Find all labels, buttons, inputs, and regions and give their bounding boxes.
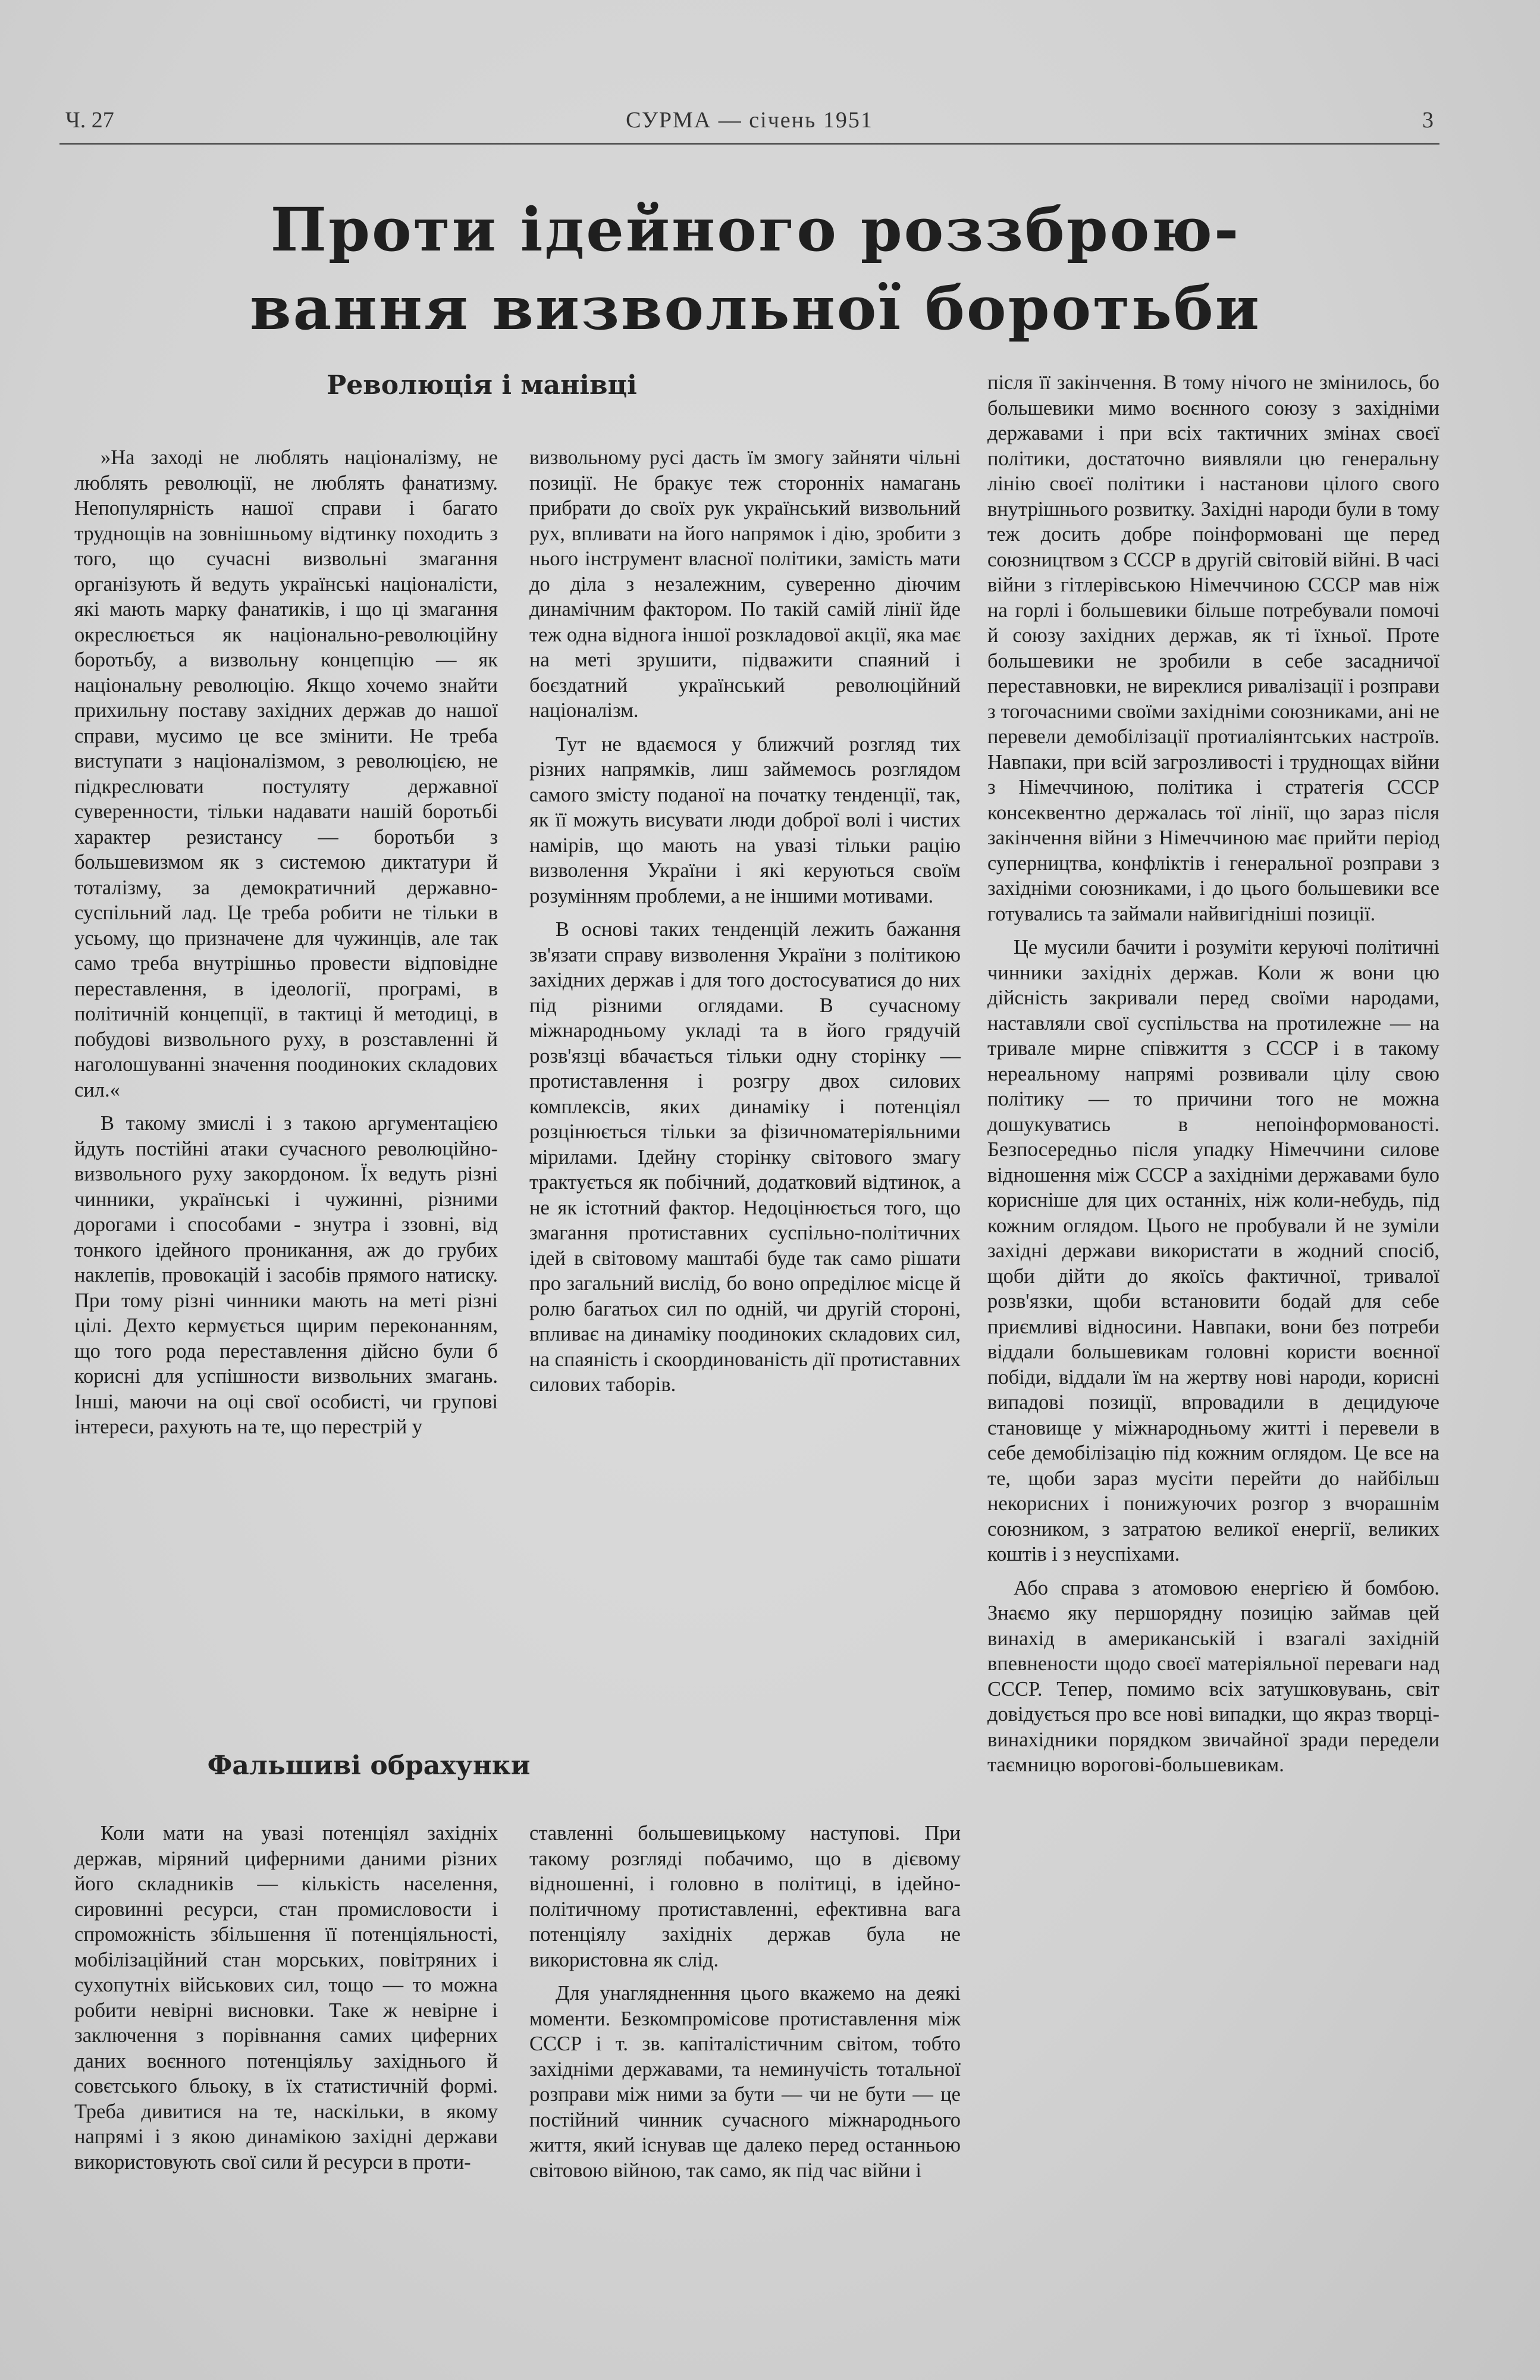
masthead-date: СУРМА — січень 1951	[626, 108, 873, 133]
page-header	[65, 107, 1434, 143]
article-headline	[83, 190, 1428, 347]
paragraph: Коли мати на увазі потенціял західніх держав, міряний циферними даними різних його складників — кількість населення, сировинні ресурси, стан промисловости і спроможність збільшення її потенціяльності, мобілізаційний стан морських, повітряних і сухопутніх військових сил, тощо — то можна робити невірні висновки. Таке ж невірне і заключення з порівнання самих циферних даних воєнного потенціяльу західнього й совєтського бльоку, в їх статистичній формі. Треба дивитися на те, наскільки, в якому напрямі і з якою динамікою західні держави використовують свої сили й ресурси в проти-	[74, 1822, 498, 2174]
header-rule	[59, 143, 1439, 145]
paragraph: після її закінчення. В тому нічого не змінилось, бо большевики мимо воєнного союзу з західніми державами і при всіх тактичних змінах своєї політики, достаточно виявляли цю генеральну лінію своєї політики і настанови цілого свого внутрішнього розвитку. Західні народи були в тому теж досить добре поінформовані ще перед союзництвом з СССР в другій світовій війні. В часі війни з гітлерівською Німеччиною СССР мав ніж на горлі і большевики більше потребували помочі й союзу західних держав, як ті їхньої. Проте большевики не зробили в себе засадничої переставновки, не вирeклися ривалізації і розправи з тогочасними своїми західніми союзниками, ані не перевели демобілізації протиаліянтських настроїв. Навпаки, при всій загрозливості і труднощах війни з Німеччиною, політика і стратегія СССР консеквентно держалась тої лінії, що зараз після закінчення війни з Німеччиною має прийти період суперництва, конфліктів і генеральної розправи з західніми союзниками, і до цього большевики все готувались та займали найвигідніші позиції.	[987, 371, 1439, 925]
paragraph: ставленні большевицькому наступові. При такому розгляді побачимо, що в дієвому відношенні, і головно в політиці, в ідейно-політичному протиставленні, ефективна вага потенціялу західніх держав була не використовна як слід.	[529, 1822, 961, 1971]
issue-number: Ч. 27	[65, 108, 114, 133]
paragraph: Для унаглядненння цього вкажемо на деякі моменти. Безкомпромісове протиставлення між СССР і т. зв. капіталістичним світом, тобто західніми державами, та неминучість тотальної розправи між ними за бути — чи не бути — це постійний чинник сучасного міжнароднього життя, який існував ще далеко перед останньою світовою війною, так само, як під час війни і	[529, 1982, 961, 2182]
paragraph: визвольному русі дасть їм змогу зайняти чільні позиції. Не бракує теж сторонніх намагань прибрати до своїх рук український визвольний рух, впливати на його напрямок і дію, зробити з нього інструмент власної політики, замість мати до діла з незалежним, суверенно діючим динамічним фактором. По такій самій лінії йде теж одна віднога іншої розкладової акції, яка має на меті зрушити, підважити спаяний і боєздатний український революційний націоналізм.	[529, 446, 961, 722]
column-1	[74, 445, 498, 1440]
section-title-miscalculations: Фальшиві обрахунки	[207, 1750, 531, 1781]
column-5	[529, 1821, 961, 2183]
section-title-revolution: Революція і манівці	[327, 370, 637, 400]
headline-line-1: Проти ідейного роззброю-	[270, 195, 1241, 265]
paragraph: В такому змислі і з такою аргументацією йдуть постійні атаки сучасного революційно-визвольного руху закордоном. Їх ведуть різні чинники, українські і чужинні, різними дорогами і способами - знутра і ззовні, від тонкого ідейного проникання, аж до грубих наклепів, провокацій і засобів прямого натиску. При тому різні чинники мають на меті різні цілі. Дехто кермується щирим переконанням, що того рода переставлення дійсно були б корисні для успішности визвольних змагань. Інші, маючи на оці свої особисті, чи групові інтереси, рахують на те, що перестрій у	[74, 1112, 498, 1438]
column-2	[529, 445, 961, 1398]
paragraph: »На заході не люблять націоналізму, не люблять революції, не люблять фанатизму. Непопулярність нашої справи і багато труднощів на зовнішньому відтинку походить з того, що сучасні визвольні змагання організують й ведуть українські націоналісти, які мають марку фанатиків, і що ці змагання окреслюється як національно-революційну боротьбу, а визвольну концепцію — як національну революцію. Якщо хочемо знайти прихильну поставу західних держав до нашої справи, мусимо це все змінити. Не треба виступати з націоналізмом, з революцією, не підкреслювати постуляту державної суверенности, тільки надавати нашій боротьбі характер резистансу — боротьби з большевизмом як з системою диктатури й тоталізму, за демократичний державно-суспільний лад. Це треба робити не тільки в усьому, що призначене для чужинців, але так само треба внутрішньо провести відповідне переставлення, в ідеології, програмі, в політичній концепції, в тактиці й методиці, в побудові визвольного руху, в розставленні й наголошуванні значення поодиноких складових сил.«	[74, 446, 498, 1101]
paragraph: Або справа з атомовою енергією й бомбою. Знаємо яку першорядну позицію займав цей винахід в американській і взагалі західній впевнености щодо своєї матеріяльної переваги над СССР. Тепер, помимо всіх затушковувань, світ довідується про все нові випадки, що якраз творці-винахідники порядком звичайної зради передели таємницю ворогові-большевикам.	[987, 1576, 1439, 1776]
page-number: 3	[1422, 108, 1434, 133]
paragraph: Це мусили бачити і розуміти керуючі політичні чинники західніх держав. Коли ж вони цю дійсність закривали перед своїми народами, наставляли свої суспільства на протилежне — на тривале мирне співжиття з СССР і в такому нереальному напрямі розвивали цілу свою політику — то причини того не можна дошукуватись в непоінформованості. Безпосередньо після упадку Німеччини силове відношення між СССР а західніми державами було корисніше для цих останніх, ніж коли-небудь, під кожним оглядом. Цього не пробували й не зуміли західні держави використати в жодний спосіб, щоби дійти до якоїсь фактичної, тривалої розв'язки, щоби встановити бодай для себе приємливі відносини. Навпаки, вони без потреби віддали большевикам головні користи воєнної побіди, віддали їм на жертву нові народи, корисні випадові позиції, впровадили в децидуюче становище у міжнародньому житті і перевели в себе демобілізацію під кожним оглядом. Це все на те, щоби зараз мусіти перейти до найбільш некорисних і понижуючих розгор з вчорашнім союзником, з затратою великої енергії, великих коштів і з неуспіхами.	[987, 936, 1439, 1565]
column-4	[74, 1821, 498, 2175]
headline-line-2: вання визвольної боротьби	[250, 273, 1261, 343]
paragraph: Тут не вдаємося у ближчий розгляд тих різних напрямків, лиш займемось розглядом самого змісту поданої на початку тенденції, так, як її можуть висувати люди доброї волі і чистих намірів, що мають на увазі тільки рацію визволення України і які керуються своїм розумінням проблеми, а не іншими мотивами.	[529, 732, 961, 907]
column-3	[987, 370, 1439, 1778]
paragraph: В основі таких тенденцій лежить бажання зв'язати справу визволення України з політикою західних держав і для того достосуватися до них під різними оглядами. В сучасному міжнародньому укладі та в його грядучій розв'язці вбачається тільки одну сторінку — протиставлення і розгру двох силових комплексів, яких динаміку і потенціял розцінюється тільки за фізичноматеріяльними мірилами. Ідейну сторінку світового змагу трактується як побічний, додатковий відтинок, а не як істотний фактор. Недоцінюється того, що змагання протиставних суспільно-політичних ідей в світовому маштабі буде так само рішати про загальний вислід, бо воно опреділює місце й ролю багатьох сил по одній, чи другій стороні, впливає на динаміку поодиноких складових сил, на спаяність і скоординованість дії протиставних силових таборів.	[529, 918, 961, 1396]
